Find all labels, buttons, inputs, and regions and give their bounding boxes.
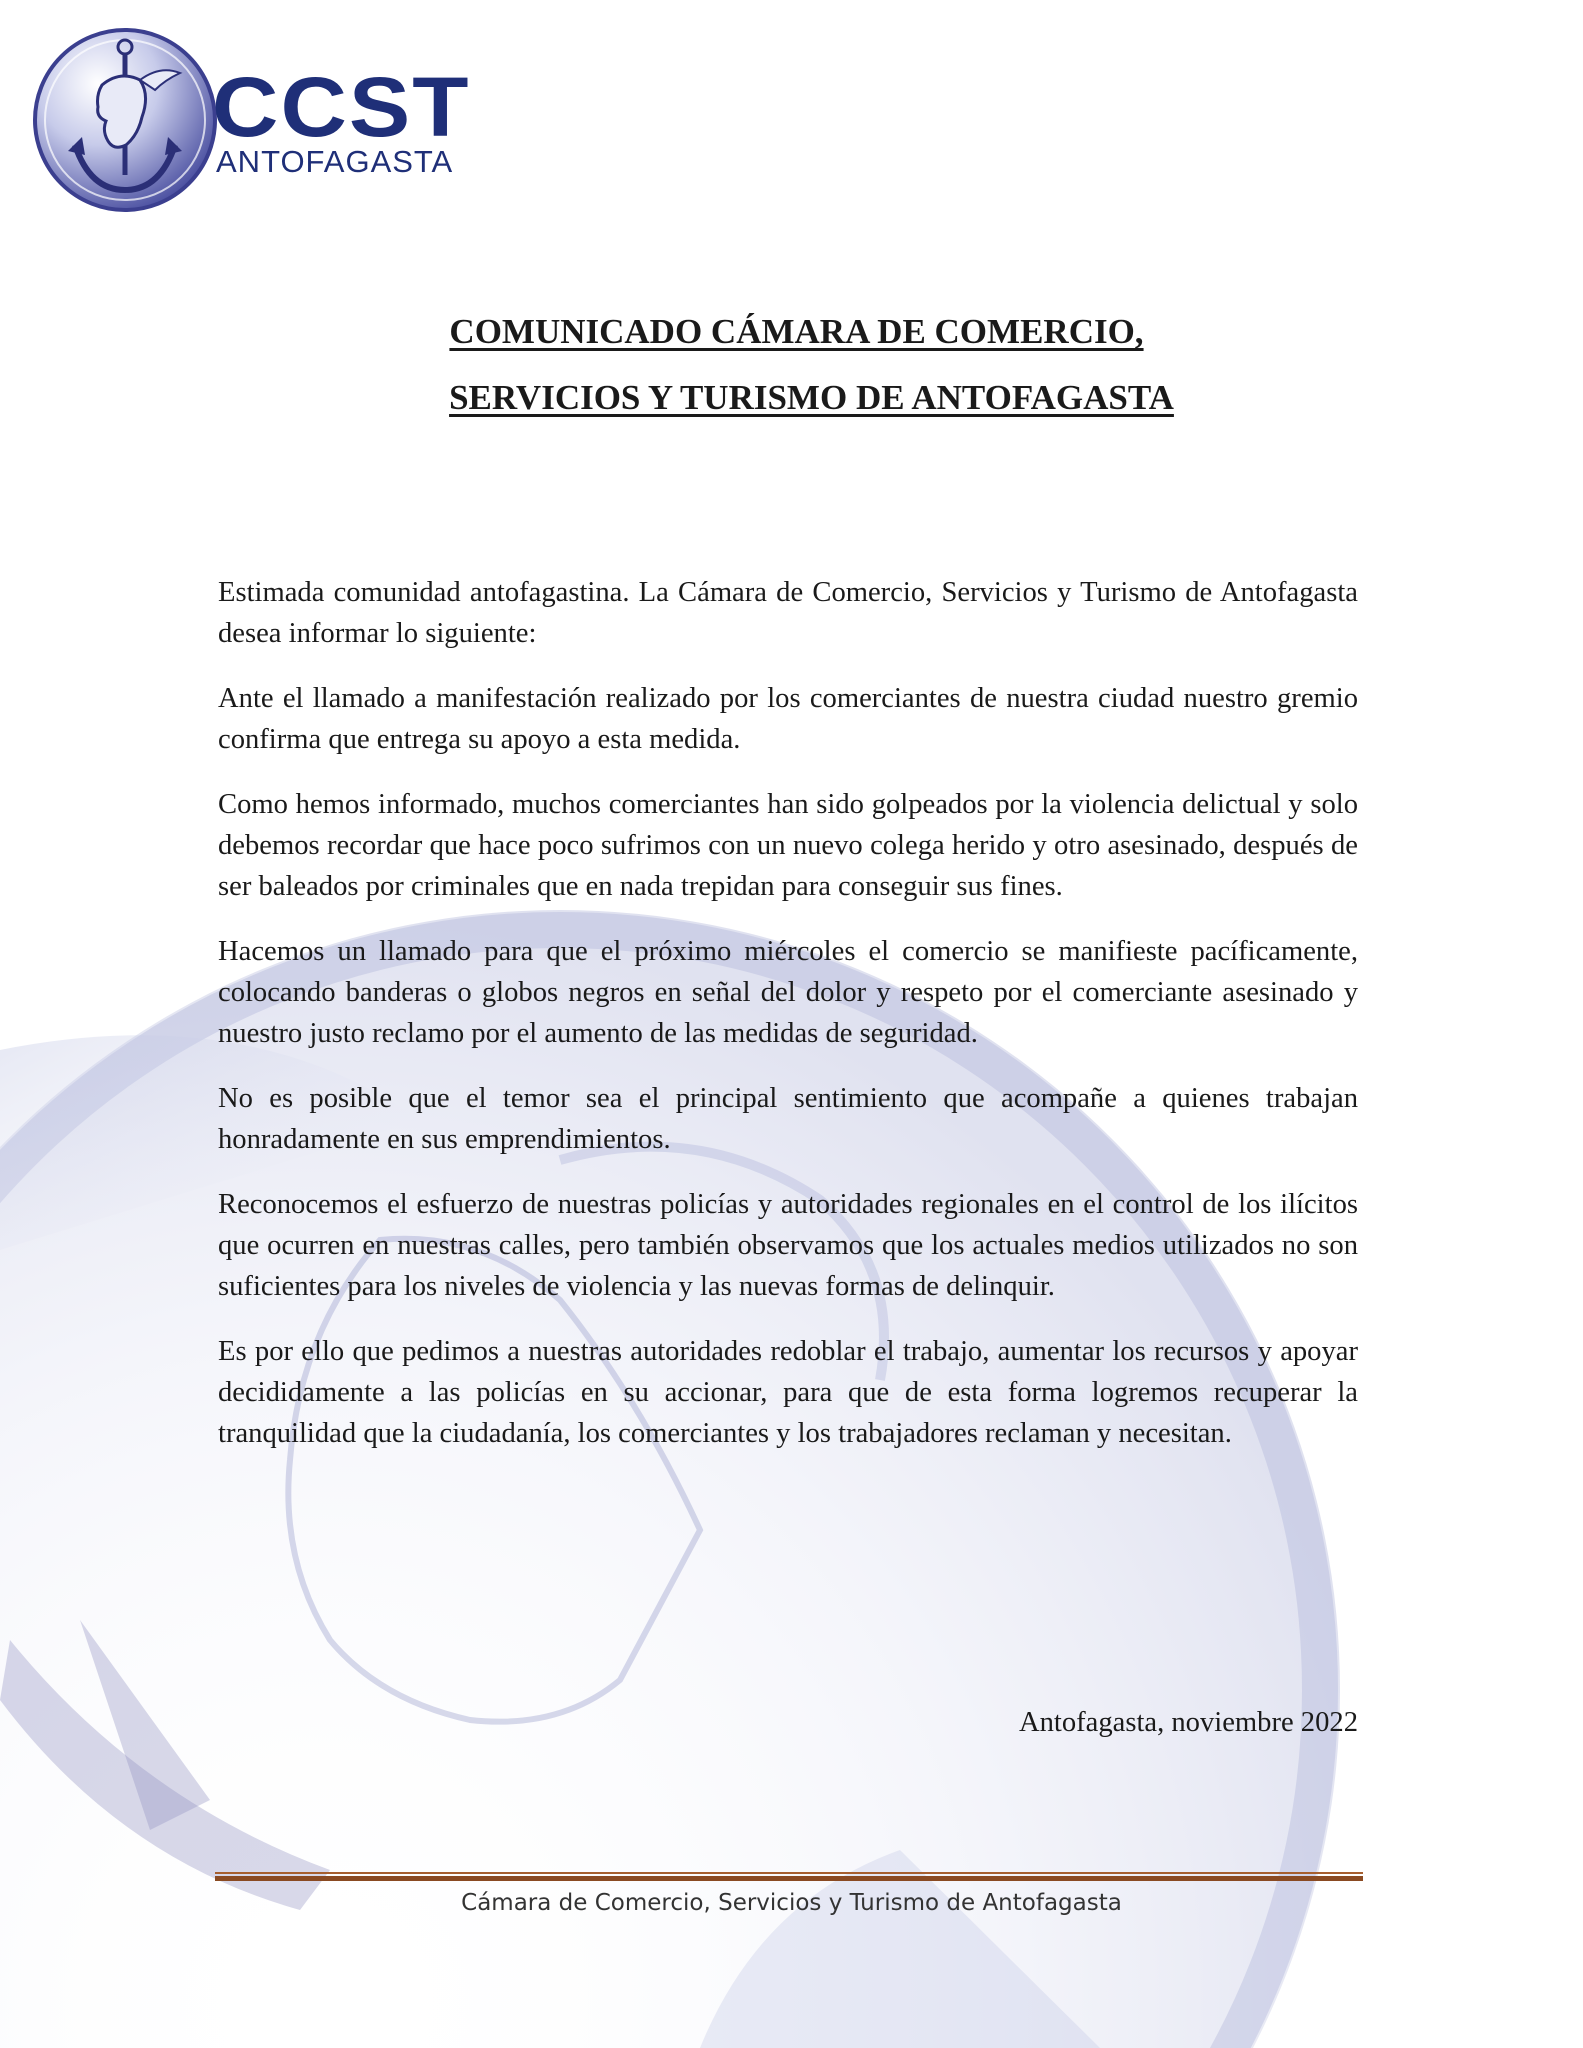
paragraph: Hacemos un llamado para que el próximo miércoles el comercio se manifieste pacíficamente, colocando banderas o globos negros en señal del dolor y respeto por el comerciante asesinado y nuestro justo reclamo por el aumento de las medidas de seguridad. bbox=[218, 936, 1358, 1049]
document-body bbox=[218, 572, 1358, 1478]
paragraph: Como hemos informado, muchos comerciantes han sido golpeados por la violencia delictual y solo debemos recordar que hace poco sufrimos con un nuevo colega herido y otro asesinado, después de ser baleados por criminales que en nada trepidan para conseguir sus fines. bbox=[218, 789, 1358, 902]
footer-text: Cámara de Comercio, Servicios y Turismo de Antofagasta bbox=[461, 1890, 1122, 1916]
paragraph: Reconocemos el esfuerzo de nuestras policías y autoridades regionales en el control de los ilícitos que ocurren en nuestras calles, pero también observamos que los actuales medios utilizados no son suficientes para los niveles de violencia y las nuevas formas de delinquir. bbox=[218, 1189, 1358, 1302]
document-date: Antofagasta, noviembre 2022 bbox=[1018, 1707, 1358, 1738]
logo-city: ANTOFAGASTA bbox=[216, 144, 454, 179]
hermes-anchor-emblem-icon bbox=[30, 25, 220, 215]
ccst-logo bbox=[30, 25, 500, 215]
paragraph: Estimada comunidad antofagastina. La Cámara de Comercio, Servicios y Turismo de Antofagasta desea informar lo siguiente: bbox=[218, 577, 1358, 649]
paragraph: No es posible que el temor sea el principal sentimiento que acompañe a quienes trabajan honradamente en sus emprendimientos. bbox=[218, 1083, 1358, 1155]
document-title-line1: COMUNICADO CÁMARA DE COMERCIO, bbox=[449, 312, 1144, 351]
logo-acronym: CCST bbox=[212, 60, 471, 155]
paragraph: Es por ello que pedimos a nuestras autoridades redoblar el trabajo, aumentar los recursos y apoyar decididamente a las policías en su accionar, para que de esta forma logremos recuperar la tranquilidad que la ciudadanía, los comerciantes y los trabajadores reclaman y necesitan. bbox=[218, 1336, 1358, 1449]
paragraph: Ante el llamado a manifestación realizado por los comerciantes de nuestra ciudad nuestro gremio confirma que entrega su apoyo a esta medida. bbox=[218, 683, 1358, 755]
document-title-line2: SERVICIOS Y TURISMO DE ANTOFAGASTA bbox=[449, 378, 1174, 417]
footer-divider bbox=[215, 1872, 1363, 1881]
